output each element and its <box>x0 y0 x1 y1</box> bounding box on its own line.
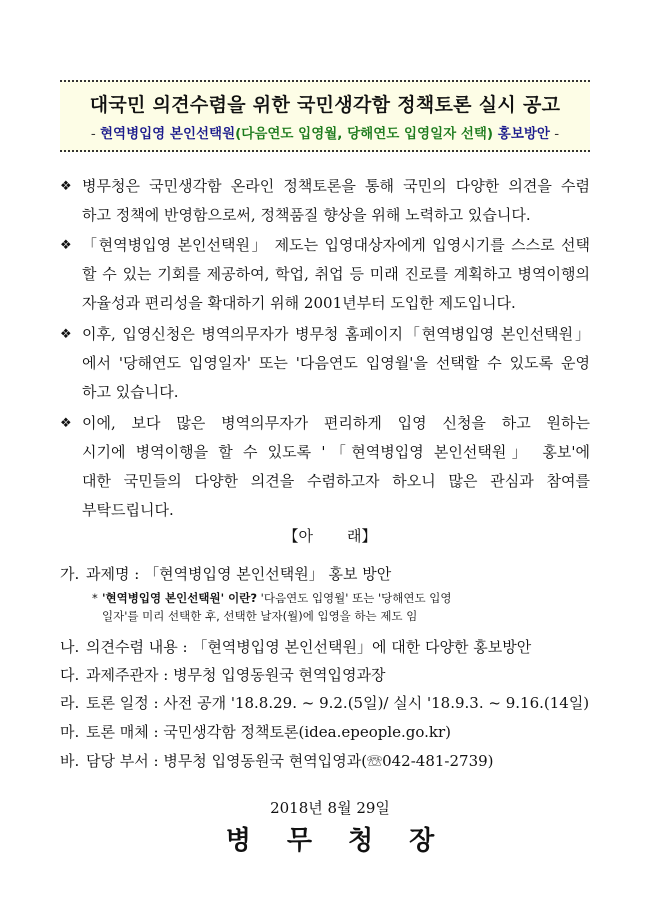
diamond-bullet-icon: ❖ <box>60 238 72 253</box>
item-value: 「현역병입영 본인선택원」 홍보 방안 <box>144 565 392 583</box>
paragraph-1 <box>60 172 590 230</box>
item-value: 「현역병입영 본인선택원」에 대한 다양한 홍보방안 <box>192 638 532 656</box>
item-marker: 라. <box>60 694 80 712</box>
section-heading-open: 【아 <box>283 527 313 545</box>
issuer-char: 청 <box>348 826 374 856</box>
item-separator: : <box>158 666 174 684</box>
list-item-schedule <box>60 692 600 713</box>
paragraph-line: 할 수 있는 기회를 제공하여, 학업, 취업 등 미래 진로를 계획하고 병역이행의 <box>82 265 590 283</box>
issue-date: 2018년 8월 29일 <box>270 799 390 817</box>
definition-note <box>92 589 592 625</box>
issuer-signature <box>0 820 660 857</box>
subtitle-program-name: 현역병입영 본인선택원 <box>100 126 236 142</box>
paragraph-3 <box>60 320 590 407</box>
list-item-contact <box>60 750 600 771</box>
paragraph-line: 자율성과 편리성을 확대하기 위해 2001년부터 도입한 제도입니다. <box>82 294 516 312</box>
item-label: 토론 매체 <box>86 723 149 741</box>
header-box <box>60 80 590 152</box>
issuer-char: 무 <box>286 826 312 856</box>
diamond-bullet-icon: ❖ <box>60 327 72 342</box>
item-value: 국민생각함 정책토론(idea.epeople.go.kr) <box>163 723 452 741</box>
paragraph-4 <box>60 409 590 525</box>
paragraph-line: 하고 정책에 반영함으로써, 정책품질 향상을 위해 노력하고 있습니다. <box>82 206 531 224</box>
item-value: 병무청 입영동원국 현역입영과(☏042-481-2739) <box>163 752 494 770</box>
item-separator: : <box>177 638 193 656</box>
item-label: 담당 부서 <box>86 752 149 770</box>
asterisk-icon: * <box>92 591 98 605</box>
paragraph-line: 이에, 보다 많은 병역의무자가 편리하게 입영 신청을 하고 원하는 <box>82 414 590 432</box>
paragraph-line: 「현역병입영 본인선택원」 제도는 입영대상자에게 입영시기를 스스로 선택 <box>82 236 590 254</box>
item-separator: : <box>148 694 164 712</box>
list-item-medium <box>60 721 600 742</box>
paragraph-line: 대한 국민들의 다양한 의견을 수렴하고자 하오니 많은 관심과 참여를 <box>82 472 590 490</box>
paragraph-line: 이후, 입영신청은 병역의무자가 병무청 홈페이지「현역병입영 본인선택원」 <box>82 325 590 343</box>
item-label: 과제주관자 <box>86 666 159 684</box>
subtitle-program-detail: (다음연도 입영월, 당해연도 입영일자 선택) <box>235 126 494 142</box>
issuer-char: 장 <box>409 826 435 856</box>
item-separator: : <box>129 565 145 583</box>
section-heading <box>0 525 660 546</box>
diamond-bullet-icon: ❖ <box>60 179 72 194</box>
paragraph-line: 에서 '당해연도 입영일자' 또는 '다음연도 입영월'을 선택할 수 있도록 운영 <box>82 354 590 372</box>
item-label: 토론 일정 <box>86 694 149 712</box>
paragraph-line: 병무청은 국민생각함 온라인 정책토론을 통해 국민의 다양한 의견을 수렴 <box>82 177 590 195</box>
section-heading-close: 래】 <box>347 527 377 545</box>
item-marker: 바. <box>60 752 80 770</box>
item-marker: 마. <box>60 723 80 741</box>
note-text-1: '다음연도 입영월' 또는 '당해연도 입영 <box>257 591 452 605</box>
subtitle-promotion: 홍보방안 <box>493 126 550 142</box>
item-separator: : <box>148 723 164 741</box>
list-item-organizer <box>60 664 600 685</box>
item-marker: 가. <box>60 565 80 583</box>
paragraph-line: 시기에 병역이행을 할 수 있도록 '「현역병입영 본인선택원」 홍보'에 <box>82 443 590 461</box>
item-separator: : <box>148 752 164 770</box>
issuer-char: 병 <box>225 826 251 856</box>
subtitle-dash-right: - <box>549 126 560 142</box>
page-subtitle <box>60 122 590 142</box>
paragraph-line: 부탁드립니다. <box>82 501 174 519</box>
list-item-scope <box>60 636 600 657</box>
item-value: 병무청 입영동원국 현역입영과장 <box>173 666 386 684</box>
note-text-2: 일자'를 미리 선택한 후, 선택한 날자(월)에 입영을 하는 제도 임 <box>102 609 418 623</box>
note-term: '현역병입영 본인선택원' 이란? <box>102 591 258 605</box>
item-label: 과제명 <box>86 565 130 583</box>
item-label: 의견수렴 내용 <box>86 638 178 656</box>
list-item-topic <box>60 563 600 584</box>
item-marker: 나. <box>60 638 80 656</box>
item-value: 사전 공개 '18.8.29. ~ 9.2.(5일)/ 실시 '18.9.3. ~ 9.16.(14일) <box>163 694 590 712</box>
page-title: 대국민 의견수렴을 위한 국민생각함 정책토론 실시 공고 <box>89 94 561 116</box>
diamond-bullet-icon: ❖ <box>60 416 72 431</box>
item-marker: 다. <box>60 666 80 684</box>
subtitle-dash-left: - <box>90 126 101 142</box>
paragraph-line: 하고 있습니다. <box>82 383 179 401</box>
paragraph-2 <box>60 231 590 318</box>
